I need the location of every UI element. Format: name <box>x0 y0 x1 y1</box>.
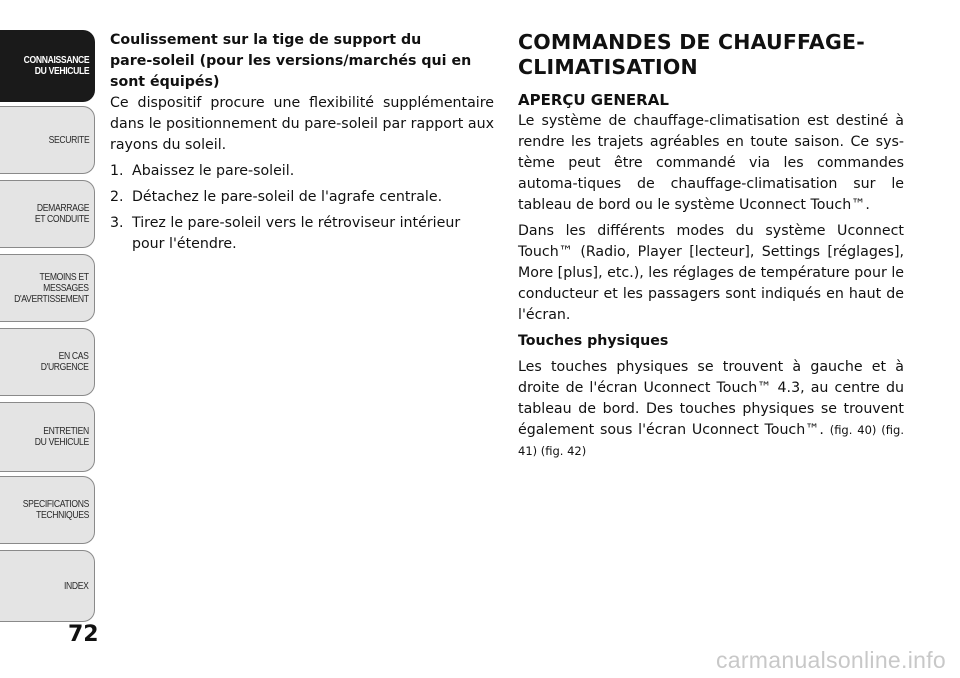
list-item <box>110 213 494 255</box>
tab-connaissance-du-vehicule[interactable] <box>0 30 95 102</box>
watermark: carmanualsonline.info <box>715 647 946 673</box>
step-number: 2. <box>110 189 124 205</box>
page-number: 72 <box>68 622 99 647</box>
step-text: Détachez le pare-soleil de l'agrafe centrale. <box>132 189 443 205</box>
step-text: Abaissez le pare-soleil. <box>132 163 295 179</box>
tab-label: INDEX <box>64 580 89 592</box>
paragraph-text: Les touches physiques se trouvent à gauche et à droite de l'écran Uconnect Touch™ 4.3, au centre du tableau de bord. Des touches physiques se trouvent également sous l'écran Uconnect Touch™. <box>518 359 904 438</box>
title-line: CLIMATISATION <box>518 55 698 79</box>
tab-label: TEMOINS ET MESSAGES D'AVERTISSEMENT <box>14 271 89 305</box>
chapter-tabs <box>0 0 100 640</box>
paragraph <box>518 357 904 462</box>
tab-index[interactable] <box>0 550 95 622</box>
tab-label: CONNAISSANCE DU VEHICULE <box>23 55 89 77</box>
heading-line: Coulissement sur la tige de support du <box>110 32 422 48</box>
tab-specifications-techniques[interactable] <box>0 476 95 544</box>
heading-line: pare-soleil (pour les versions/marchés qui en <box>110 53 472 69</box>
tab-entretien-du-vehicule[interactable] <box>0 402 95 472</box>
paragraph: Dans les différents modes du système Uconnect Touch™ (Radio, Player [lecteur], Settings [réglages], More [plus], etc.), les réglages de température pour le conducteur et les passagers sont indiqués en haut de l'écran. <box>518 223 904 323</box>
tab-en-cas-d-urgence[interactable] <box>0 328 95 396</box>
tab-label: ENTRETIEN DU VEHICULE <box>34 426 89 448</box>
section-heading <box>110 30 494 93</box>
left-column <box>110 30 494 260</box>
steps-list <box>110 161 494 255</box>
right-column <box>518 30 904 462</box>
tab-demarrage-et-conduite[interactable] <box>0 180 95 248</box>
step-number: 3. <box>110 215 124 231</box>
subheading: Touches physiques <box>518 333 669 349</box>
tab-label: SPECIFICATIONS TECHNIQUES <box>22 499 89 521</box>
page-title <box>518 30 904 80</box>
heading-line: sont équipés) <box>110 74 220 90</box>
tab-label: EN CAS D'URGENCE <box>41 351 89 373</box>
title-line: COMMANDES DE CHAUFFAGE- <box>518 30 865 54</box>
tab-securite[interactable] <box>0 106 95 174</box>
section-heading: APERÇU GENERAL <box>518 91 669 109</box>
list-item <box>110 161 494 182</box>
list-item <box>110 187 494 208</box>
intro-paragraph: Ce dispositif procure une flexibilité supplémentaire dans le positionnement du pare-soleil par rapport aux rayons du soleil. <box>110 95 494 153</box>
paragraph: Le système de chauffage-climatisation est destiné à rendre les trajets agréables en toute saison. Ce sys-tème peut être commandé via les commandes automa-tiques de chauffage-climatisation sur le tableau de bord ou le système Uconnect Touch™. <box>518 113 904 213</box>
tab-label: SECURITE <box>48 134 89 146</box>
tab-label: DEMARRAGE ET CONDUITE <box>34 203 89 225</box>
tab-temoins-et-messages[interactable] <box>0 254 95 322</box>
step-text: Tirez le pare-soleil vers le rétroviseur intérieur pour l'étendre. <box>132 215 461 252</box>
figure-references: (fig. 40) (fig. 41) (fig. 42) <box>518 423 904 458</box>
step-number: 1. <box>110 163 124 179</box>
